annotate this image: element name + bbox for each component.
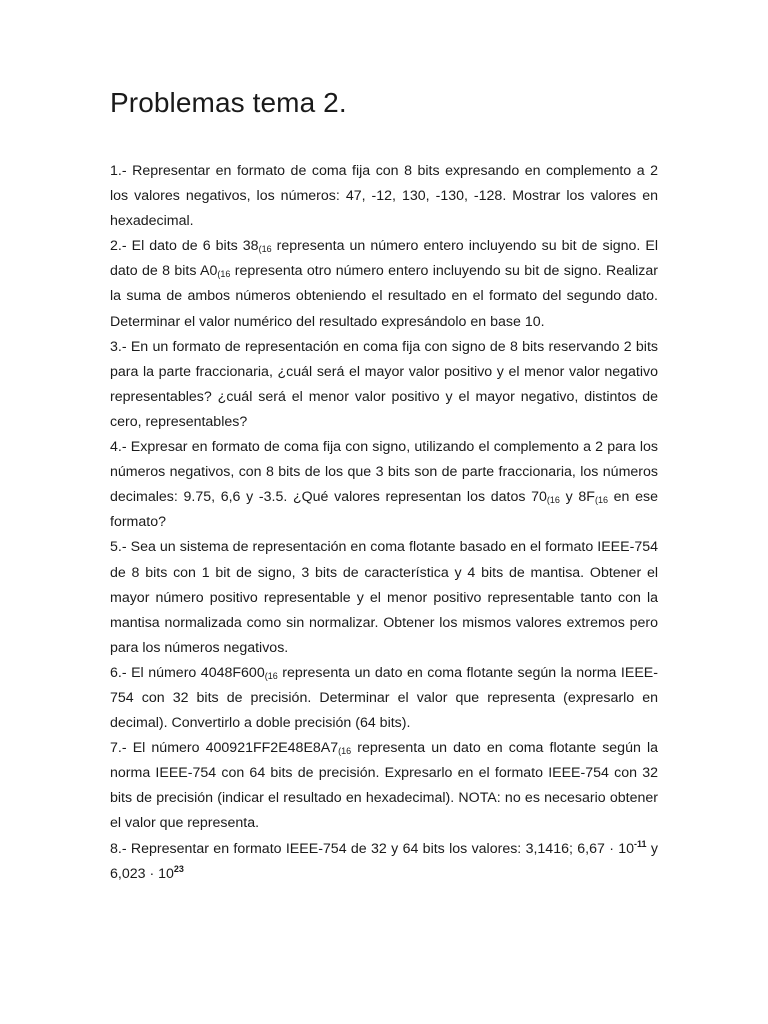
page-title: Problemas tema 2. bbox=[110, 87, 347, 118]
problem-4 bbox=[110, 435, 658, 535]
problem-text: Representar en formato de coma fija con 8 bits expresando en complemento a 2 los valores negativos, los números: 47, -12, 130, -130, -128. Mostrar los valores en hexadecimal. bbox=[110, 163, 658, 230]
problem-number: 5.- bbox=[110, 539, 127, 556]
problem-text: en ese formato? bbox=[110, 489, 658, 531]
problem-number: 3.- bbox=[110, 338, 127, 355]
problem-number: 6.- bbox=[110, 664, 127, 681]
problem-number: 1.- bbox=[110, 163, 127, 179]
problem-6 bbox=[110, 661, 658, 736]
subscript: (16 bbox=[217, 269, 231, 280]
problem-number: 4.- bbox=[110, 439, 127, 456]
document-page bbox=[110, 84, 658, 887]
problem-2 bbox=[110, 234, 658, 334]
problem-text: representa un dato en coma flotante según la norma IEEE-754 con 64 bits de precisión. Expresarlo en el formato IEEE-754 con 32 bits de precisión (indicar el resultado en hexadecimal). NOTA: no es necesario obtener el valor que representa. bbox=[110, 740, 659, 832]
problem-text: Expresar en formato de coma fija con signo, utilizando el complemento a 2 para los números negativos, con 8 bits de los que 3 bits son de parte fraccionaria, los números decimales: 9.75, 6,6 y -3.5. ¿Qué valores representan los datos 70 bbox=[110, 439, 658, 506]
problem-number: 2.- bbox=[110, 238, 127, 255]
problem-number: 8.- bbox=[110, 840, 127, 857]
problem-text: Sea un sistema de representación en coma flotante basado en el formato IEEE-754 de 8 bits con 1 bit de signo, 3 bits de característica y 4 bits de mantisa. Obtener el mayor número positivo representable y el menor positivo representable tanto con la mantisa normalizada como sin normalizar. Obtener los mismos valores extremos pero para los números negativos. bbox=[110, 539, 658, 656]
superscript: 23 bbox=[173, 863, 184, 874]
problem-text: Representar en formato IEEE-754 de 32 y 64 bits los valores: 3,1416; 6,67 · 10 bbox=[130, 840, 635, 857]
subscript: (16 bbox=[258, 244, 272, 255]
problem-text: representa un número entero incluyendo su bit de signo. El dato de 8 bits A0 bbox=[110, 238, 658, 280]
problem-8 bbox=[110, 837, 658, 887]
problem-text: representa otro número entero incluyendo su bit de signo. Realizar la suma de ambos números obteniendo el resultado en el formato del segundo dato. Determinar el valor numérico del resultado expresándolo en base 10. bbox=[110, 263, 658, 330]
problem-number: 7.- bbox=[110, 740, 127, 757]
superscript: -11 bbox=[634, 838, 647, 849]
subscript: (16 bbox=[264, 670, 278, 681]
problem-text: y 6,023 · 10 bbox=[110, 840, 658, 882]
problem-text: El dato de 6 bits 38 bbox=[131, 238, 259, 255]
subscript: (16 bbox=[546, 495, 560, 506]
problem-text: y 8F bbox=[559, 489, 595, 506]
problem-5 bbox=[110, 535, 658, 660]
problem-7 bbox=[110, 736, 658, 836]
problem-text: representa un dato en coma flotante según la norma IEEE-754 con 32 bits de precisión. Determinar el valor que representa (expresarlo en decimal). Convertirlo a doble precisión (64 bits). bbox=[110, 664, 658, 732]
problem-text: En un formato de representación en coma fija con signo de 8 bits reservando 2 bits para la parte fraccionaria, ¿cuál será el mayor valor positivo y el menor valor negativo representables? ¿cuál será el menor valor positivo y el mayor negativo, distintos de cero, representables? bbox=[110, 338, 658, 430]
subscript: (16 bbox=[594, 495, 608, 506]
problem-text: El número 400921FF2E48E8A7 bbox=[132, 740, 339, 757]
problem-1 bbox=[110, 159, 658, 234]
problem-3 bbox=[110, 335, 658, 435]
problem-text: El número 4048F600 bbox=[131, 664, 265, 681]
subscript: (16 bbox=[338, 746, 352, 757]
